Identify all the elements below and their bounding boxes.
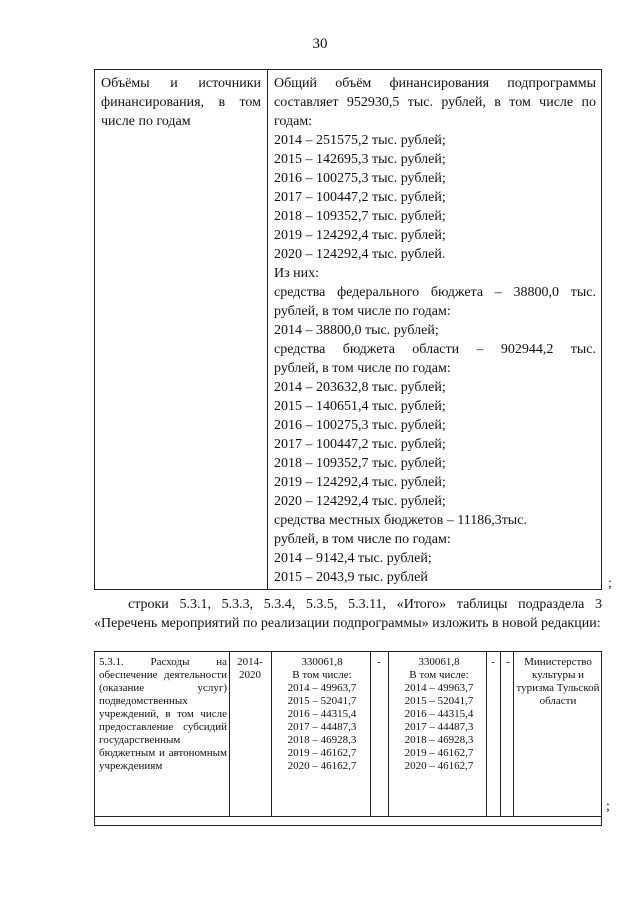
page-number: 30 — [312, 36, 328, 52]
financing-line: 2014 – 251575,2 тыс. рублей; — [274, 133, 446, 148]
financing-line: 2019 – 124292,4 тыс. рублей; — [274, 228, 446, 243]
funding-line: 330061,8 — [418, 656, 460, 668]
financing-line: средства местных бюджетов – 11186,3тыс. — [274, 513, 527, 528]
financing-line: 2014 – 9142,4 тыс. рублей; — [274, 551, 432, 566]
paragraph-text: строки 5.3.1, 5.3.3, 5.3.4, 5.3.5, 5.3.11, «Итого» таблицы подраздела 3 «Перечень мероприятий по реализации подпрограммы» изложить в новой редакции: — [94, 597, 602, 631]
financing-line: средства бюджета области – 902944,2 тыс. — [274, 342, 596, 357]
financing-line: 2016 – 100275,3 тыс. рублей; — [274, 171, 446, 186]
trailing-semicolon: ; — [606, 799, 610, 814]
other-funding-cell: - — [506, 656, 510, 668]
financing-line: 2017 – 100447,2 тыс. рублей; — [274, 437, 446, 452]
financing-line: 2015 – 142695,3 тыс. рублей; — [274, 152, 446, 167]
funding-line: В том числе: — [409, 669, 469, 681]
period-cell: 2014-2020 — [237, 656, 263, 681]
funding-line: 2018 – 46928,3 — [404, 734, 474, 746]
regional-funding-cell — [391, 656, 487, 773]
local-funding-cell: - — [491, 656, 495, 668]
financing-table — [94, 69, 602, 590]
funding-line: 330061,8 — [301, 656, 343, 668]
trailing-semicolon: ; — [608, 576, 612, 591]
funding-line: 2016 – 44315,4 — [404, 708, 474, 720]
financing-line: 2018 – 109352,7 тыс. рублей; — [274, 456, 446, 471]
column-divider — [271, 652, 272, 816]
column-divider — [388, 652, 389, 816]
financing-line: 2014 – 203632,8 тыс. рублей; — [274, 380, 446, 395]
column-divider — [500, 652, 501, 816]
funding-line: В том числе: — [292, 669, 352, 681]
financing-line: 2020 – 124292,4 тыс. рублей; — [274, 494, 446, 509]
activities-table-row — [94, 651, 602, 826]
financing-line: Из них: — [274, 266, 320, 281]
table-divider — [267, 70, 268, 589]
funding-line: 2015 – 52041,7 — [404, 695, 474, 707]
financing-line: 2015 – 140651,4 тыс. рублей; — [274, 399, 446, 414]
funding-line: 2020 – 46162,7 — [287, 760, 357, 772]
financing-line: рублей, в том числе по годам: — [274, 361, 451, 376]
financing-line: 2020 – 124292,4 тыс. рублей. — [274, 247, 446, 262]
executor-cell: Министерство культуры и туризма Тульской области — [516, 656, 600, 707]
federal-funding-cell: - — [377, 656, 381, 668]
financing-line: годам: — [274, 114, 313, 129]
column-divider — [370, 652, 371, 816]
row-divider — [95, 816, 601, 817]
column-divider — [229, 652, 230, 816]
funding-line: 2020 – 46162,7 — [404, 760, 474, 772]
body-paragraph — [94, 595, 602, 633]
financing-line: средства федерального бюджета – 38800,0 тыс. — [274, 285, 596, 300]
financing-details-cell — [274, 74, 596, 587]
financing-line: 2018 – 109352,7 тыс. рублей; — [274, 209, 446, 224]
column-divider — [513, 652, 514, 816]
funding-line: 2017 – 44487,3 — [287, 721, 357, 733]
funding-line: 2017 – 44487,3 — [404, 721, 474, 733]
funding-line: 2016 – 44315,4 — [287, 708, 357, 720]
financing-line: 2017 – 100447,2 тыс. рублей; — [274, 190, 446, 205]
funding-line: 2014 – 49963,7 — [404, 682, 474, 694]
total-funding-cell — [275, 656, 369, 773]
financing-line: рублей, в том числе по годам: — [274, 304, 451, 319]
funding-line: 2019 – 46162,7 — [287, 747, 357, 759]
financing-line: 2019 – 124292,4 тыс. рублей; — [274, 475, 446, 490]
financing-line: 2014 – 38800,0 тыс. рублей; — [274, 323, 439, 338]
financing-label-cell: Объёмы и источники финансирования, в том числе по годам — [101, 76, 261, 129]
activity-name-cell: 5.3.1. Расходы на обеспечение деятельности (оказание услуг) подведомственных учреждений, в том числе предоставление субсидий государственным бюджетным и автономным учреждениям — [99, 656, 227, 772]
financing-line: 2016 – 100275,3 тыс. рублей; — [274, 418, 446, 433]
financing-line: составляет 952930,5 тыс. рублей, в том числе по — [274, 95, 596, 110]
funding-line: 2014 – 49963,7 — [287, 682, 357, 694]
financing-line: рублей, в том числе по годам: — [274, 532, 451, 547]
financing-line: Общий объём финансирования подпрограммы — [274, 76, 596, 91]
funding-line: 2018 – 46928,3 — [287, 734, 357, 746]
funding-line: 2019 – 46162,7 — [404, 747, 474, 759]
financing-line: 2015 – 2043,9 тыс. рублей — [274, 570, 428, 585]
funding-line: 2015 – 52041,7 — [287, 695, 357, 707]
